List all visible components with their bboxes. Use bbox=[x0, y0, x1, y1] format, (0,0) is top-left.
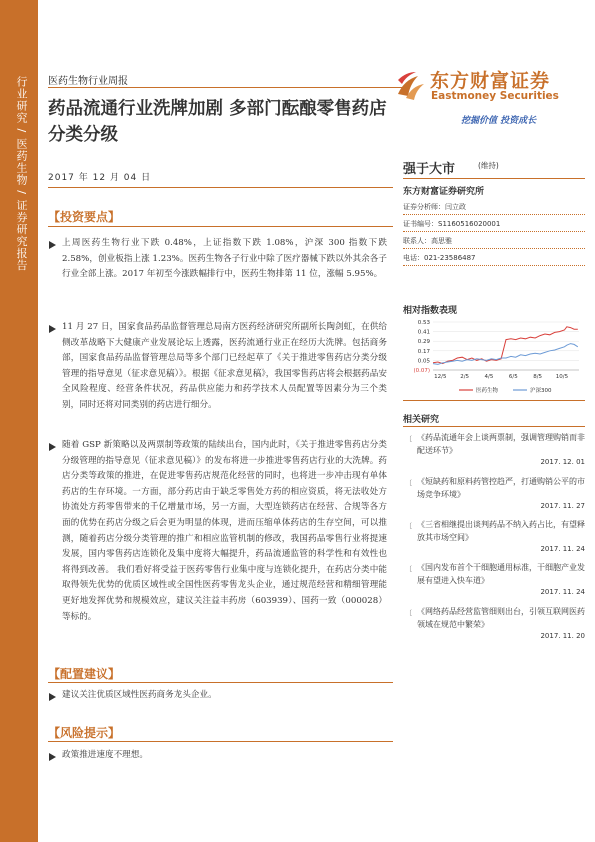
report-date: 2017 年 12 月 04 日 bbox=[48, 173, 152, 183]
phone-number: 电话：021-23586487 bbox=[403, 254, 476, 262]
related-item-title: 《药品流通年会上谈两票制，强调管理购销而非配送环节》 bbox=[417, 433, 585, 455]
section-divider-investment bbox=[48, 226, 393, 227]
related-item-marker: 〔 bbox=[405, 479, 412, 487]
chart-y-tick-label: 0.17 bbox=[417, 348, 430, 355]
related-item[interactable] bbox=[405, 561, 585, 596]
related-item-title: 《三省相继提出谈判药品不纳入药占比，有望释放其市场空间》 bbox=[417, 520, 585, 542]
side-category-band bbox=[0, 0, 38, 842]
bullet-icon bbox=[48, 324, 57, 334]
related-research-divider bbox=[403, 426, 585, 427]
related-item-marker: 〔 bbox=[405, 609, 412, 617]
info-divider bbox=[403, 265, 585, 266]
section-divider-suggestion bbox=[48, 682, 393, 683]
section-title-suggestion: 【配置建议】 bbox=[48, 667, 121, 681]
related-item-title: 《网络药品经营监管细则出台，引领互联网医药领域在规范中繁荣》 bbox=[417, 607, 585, 629]
investment-paragraph-1: 上周医药生物行业下跌 0.48%，上证指数下跌 1.08%，沪深 300 指数下跌 2.58%，创业板指上涨 1.23%。医药生物各子行业中除了医疗器械下跌以外其余各子行业全部上涨。2017 年初至今涨跌幅排行中，医药生物排第 11 位，涨幅 5.95%。 bbox=[62, 238, 387, 280]
related-item-date: 2017. 11. 24 bbox=[540, 588, 585, 596]
chart-y-tick-label: (0.07) bbox=[413, 368, 430, 374]
related-item-title: 《短缺药和原料药管控趋严，打通购销公平的市场竞争环境》 bbox=[417, 477, 585, 499]
info-divider bbox=[403, 231, 585, 232]
related-item-title: 《国内发布首个干细胞通用标准，干细胞产业发展有望进入快车道》 bbox=[417, 563, 585, 585]
related-item[interactable] bbox=[405, 605, 585, 640]
bullet-icon bbox=[48, 692, 57, 702]
chart-legend-label: 医药生物 bbox=[476, 388, 499, 394]
chart-x-tick-label: 2/5 bbox=[460, 374, 470, 380]
section-title-risk: 【风险提示】 bbox=[48, 726, 121, 740]
related-item-date: 2017. 11. 24 bbox=[540, 545, 585, 553]
bullet-icon bbox=[48, 240, 57, 250]
rating-title: 强于大市 bbox=[403, 162, 456, 177]
chart-x-tick-label: 12/5 bbox=[434, 374, 447, 380]
research-institute: 东方财富证券研究所 bbox=[403, 187, 485, 197]
info-divider bbox=[403, 248, 585, 249]
analyst-name: 证券分析师：闫立政 bbox=[403, 203, 466, 211]
report-title: 药品流通行业洗牌加剧 多部门酝酿零售药店分类分级 bbox=[48, 99, 387, 145]
relative-index-chart bbox=[403, 318, 585, 400]
investment-paragraph-2: 11 月 27 日，国家食品药品监督管理总局南方医药经济研究所副所长陶剑虹，在供给侧改革战略下大健康产业发展论坛上透露，医药流通行业正在经历大洗牌。包括商务部，国家食品药品监督管理总局等多个部门已经起草了《关于推进零售药店分类分级管理的指导意见（征求意见稿）》。根据《征求意见稿》，我国零售药店将会根据药品安全风险程度、经营条件状况，药品供应能力和药学技术人员配置等因素分为三个类别，同时还将对同类别的药店进行细分。 bbox=[62, 322, 387, 410]
related-item-marker: 〔 bbox=[405, 522, 412, 530]
bullet-icon bbox=[48, 752, 57, 762]
chart-x-tick-label: 8/5 bbox=[533, 374, 543, 380]
section-title-investment: 【投资要点】 bbox=[48, 210, 121, 224]
report-type: 医药生物行业周报 bbox=[48, 76, 128, 87]
section-divider-risk bbox=[48, 741, 393, 742]
chart-x-tick-label: 6/5 bbox=[508, 374, 518, 380]
certificate-number: 证书编号：S1160516020001 bbox=[403, 220, 501, 228]
related-research-title: 相关研究 bbox=[403, 415, 440, 425]
chart-y-tick-label: 0.29 bbox=[417, 339, 430, 346]
chart-x-tick-label: 4/5 bbox=[484, 374, 494, 380]
suggestion-paragraph: 建议关注优质区域性医药商务龙头企业。 bbox=[62, 690, 217, 700]
report-type-divider bbox=[48, 87, 408, 88]
related-item[interactable] bbox=[405, 475, 585, 510]
related-item-marker: 〔 bbox=[405, 435, 412, 443]
related-item-date: 2017. 11. 27 bbox=[540, 502, 585, 510]
related-item[interactable] bbox=[405, 518, 585, 553]
logo-name-cn: 东方财富证券 bbox=[430, 70, 551, 92]
chart-y-tick-label: 0.53 bbox=[417, 320, 430, 326]
bullet-icon bbox=[48, 442, 57, 452]
chart-legend-label: 沪深300 bbox=[530, 388, 552, 394]
chart-x-tick-label: 10/5 bbox=[555, 374, 569, 380]
performance-title: 相对指数表现 bbox=[403, 306, 458, 316]
date-divider bbox=[48, 187, 393, 188]
related-item-marker: 〔 bbox=[405, 565, 412, 573]
risk-paragraph: 政策推进速度不理想。 bbox=[62, 750, 148, 760]
chart-y-tick-label: 0.05 bbox=[417, 358, 430, 365]
related-item[interactable] bbox=[405, 431, 585, 466]
rating-divider bbox=[403, 178, 585, 179]
chart-y-tick-label: 0.41 bbox=[417, 329, 430, 336]
chart-divider bbox=[403, 400, 585, 401]
contact-name: 联系人：高思雅 bbox=[403, 237, 452, 245]
eastmoney-logo-icon bbox=[396, 70, 426, 102]
chart-series-line-2 bbox=[433, 344, 578, 365]
side-category-text: 行业研究 / 医药生物 / 证券研究报告 bbox=[15, 76, 28, 272]
info-divider bbox=[403, 214, 585, 215]
related-item-date: 2017. 12. 01 bbox=[540, 458, 585, 466]
logo-slogan: 挖掘价值 投资成长 bbox=[461, 116, 537, 126]
rating-sub: (维持) bbox=[478, 161, 499, 170]
logo-name-en: Eastmoney Securities bbox=[431, 90, 559, 102]
investment-paragraph-3: 随着 GSP 新策略以及两票制等政策的陆续出台，国内此时，《关于推进零售药店分类分级管理的指导意见（征求意见稿）》的发布将进一步推进零售药店行业的大洗牌。药店分类等政策的推进，在促进零售药店规范化经营的同时，也将进一步冲击现有单体药店的生存环境。一方面，部分药店由于缺乏零售处方药的相应资质，将无法收处方协流处方药零售带来的千亿增量市场，另一方面，大型连锁药店在经营、合规等各方面的优势在药店分级之后会更为明显的体现，进而压缩单体药店的生存空间，可以推测，随着药店分级分类管理的推广和相应监管机制的修改，我国药品零售行业将提速发展，国内零售药店连锁化及集中度将大幅提升，药品流通监管的科学性和有效性也将得到改善。 我们看好将受益于医药零售行业集中度与连锁化提升，在药店分类中能取得领先优势的优质区域性或全国性医药零售龙头企业，通过规范经营和精细管理能更好地发挥优势和规模效应，建议关注益丰药房（603939）、国药一致（000028）等标的。 bbox=[62, 440, 387, 622]
related-item-date: 2017. 11. 20 bbox=[540, 632, 585, 640]
